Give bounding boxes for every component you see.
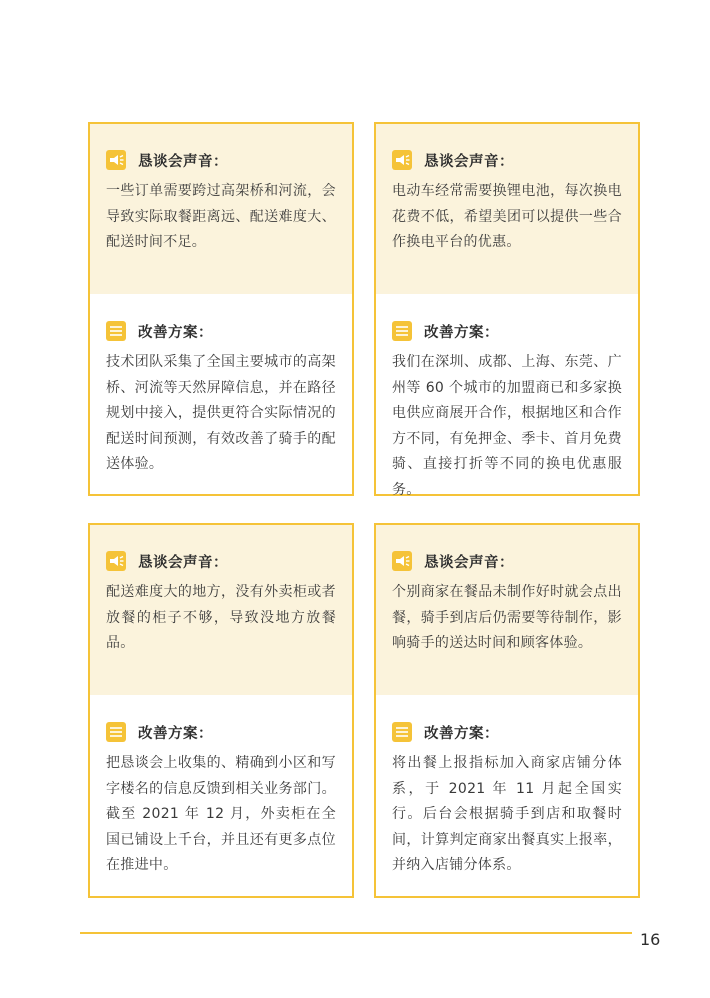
- plan-section: [376, 294, 638, 503]
- feedback-card-1: [88, 122, 354, 496]
- voice-text: 一些订单需要跨过高架桥和河流，会导致实际取餐距离远、配送难度大、配送时间不足。: [106, 183, 336, 250]
- voice-text: 电动车经常需要换锂电池，每次换电花费不低，希望美团可以提供一些合作换电平台的优惠。: [392, 183, 622, 250]
- plan-text: 把恳谈会上收集的、精确到小区和写字楼名的信息反馈到相关业务部门。截至 2021 年 12 月，外卖柜在全国已铺设上千台，并且还有更多点位在推进中。: [106, 755, 336, 873]
- voice-header: [392, 550, 622, 572]
- document-icon: [392, 321, 412, 341]
- voice-header: [106, 149, 336, 171]
- megaphone-icon: [392, 150, 412, 170]
- voice-header: [392, 149, 622, 171]
- plan-label: 改善方案：: [138, 725, 213, 742]
- voice-label: 恳谈会声音：: [138, 554, 228, 571]
- page-number: 16: [640, 930, 661, 949]
- footer-divider: [80, 932, 632, 934]
- plan-section: [376, 695, 638, 879]
- voice-section: [376, 525, 638, 695]
- voice-section: [376, 124, 638, 294]
- plan-section: [90, 294, 352, 478]
- voice-text: 个别商家在餐品未制作好时就会点出餐，骑手到店后仍需要等待制作，影响骑手的送达时间和顾客体验。: [392, 584, 622, 651]
- plan-label: 改善方案：: [424, 324, 499, 341]
- plan-header: [392, 320, 622, 342]
- plan-label: 改善方案：: [424, 725, 499, 742]
- plan-label: 改善方案：: [138, 324, 213, 341]
- voice-header: [106, 550, 336, 572]
- plan-text: 我们在深圳、成都、上海、东莞、广州等 60 个城市的加盟商已和多家换电供应商展开合作，根据地区和合作方不同，有免押金、季卡、首月免费骑、直接打折等不同的换电优惠服务。: [392, 354, 622, 498]
- document-icon: [392, 722, 412, 742]
- megaphone-icon: [106, 150, 126, 170]
- document-icon: [106, 722, 126, 742]
- voice-text: 配送难度大的地方，没有外卖柜或者放餐的柜子不够，导致没地方放餐品。: [106, 584, 336, 651]
- feedback-card-4: [374, 523, 640, 898]
- megaphone-icon: [392, 551, 412, 571]
- voice-section: [90, 124, 352, 294]
- feedback-card-2: [374, 122, 640, 496]
- voice-section: [90, 525, 352, 695]
- plan-text: 技术团队采集了全国主要城市的高架桥、河流等天然屏障信息，并在路径规划中接入，提供更符合实际情况的配送时间预测，有效改善了骑手的配送体验。: [106, 354, 336, 472]
- document-icon: [106, 321, 126, 341]
- plan-section: [90, 695, 352, 879]
- plan-header: [106, 721, 336, 743]
- voice-label: 恳谈会声音：: [138, 153, 228, 170]
- plan-header: [392, 721, 622, 743]
- plan-text: 将出餐上报指标加入商家店铺分体系，于 2021 年 11 月起全国实行。后台会根据骑手到店和取餐时间，计算判定商家出餐真实上报率，并纳入店铺分体系。: [392, 755, 622, 873]
- feedback-card-3: [88, 523, 354, 898]
- plan-header: [106, 320, 336, 342]
- voice-label: 恳谈会声音：: [424, 153, 514, 170]
- voice-label: 恳谈会声音：: [424, 554, 514, 571]
- megaphone-icon: [106, 551, 126, 571]
